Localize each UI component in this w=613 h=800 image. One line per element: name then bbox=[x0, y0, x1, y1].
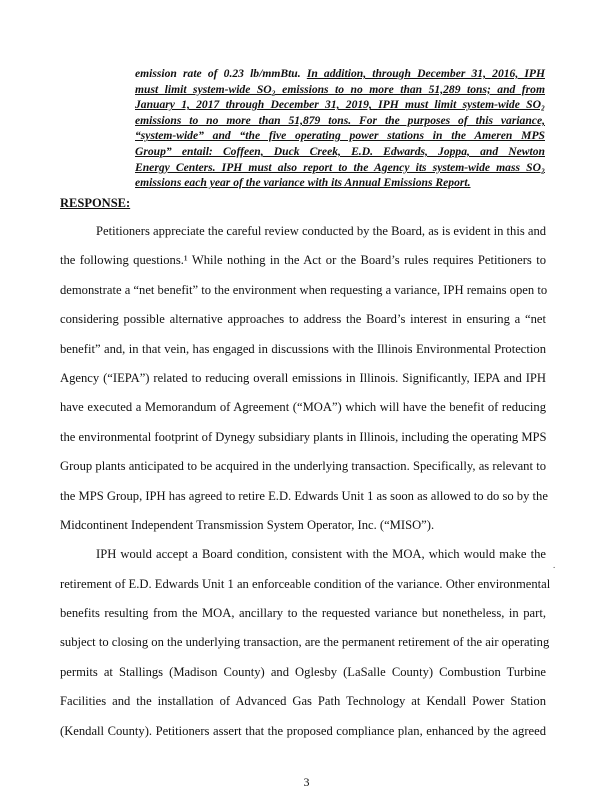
body-line: Agency (“IEPA”) related to reducing overall emissions in Illinois. Significantly, IEPA and IPH bbox=[60, 370, 546, 385]
response-heading: RESPONSE: bbox=[60, 196, 131, 210]
quote-line: January 1, 2017 through December 31, 2019, IPH must limit system-wide SO₂ bbox=[135, 98, 545, 112]
body-line: Facilities and the installation of Advanced Gas Path Technology at Kendall Power Station bbox=[60, 694, 546, 709]
body-line: considering possible alternative approaches to address the Board’s interest in ensuring a “net bbox=[60, 312, 546, 327]
body-line: permits at Stallings (Madison County) and Oglesby (LaSalle County) Combustion Turbine bbox=[60, 664, 546, 679]
response-body bbox=[60, 224, 551, 753]
margin-mark: . bbox=[553, 560, 556, 570]
body-line: (Kendall County). Petitioners assert that the proposed compliance plan, enhanced by the agreed bbox=[60, 723, 546, 738]
body-line: retirement of E.D. Edwards Unit 1 an enforceable condition of the variance. Other environmental bbox=[60, 576, 551, 591]
body-line: the following questions.¹ While nothing in the Act or the Board’s rules requires Petitioners to bbox=[60, 253, 546, 268]
page-number: 3 bbox=[303, 775, 310, 789]
body-line: the environmental footprint of Dynegy subsidiary plants in Illinois, including the operating MPS bbox=[60, 429, 547, 444]
variance-condition-quote bbox=[135, 66, 545, 191]
body-line: Group plants anticipated to be acquired in the underlying transaction. Specifically, as relevant to bbox=[60, 459, 546, 474]
body-line: benefits resulting from the MOA, ancillary to the requested variance but nonetheless, in part, bbox=[60, 606, 546, 621]
quote-line: “system-wide” and “the five operating power stations in the Ameren MPS bbox=[135, 129, 545, 143]
body-line: the MPS Group, IPH has agreed to retire E.D. Edwards Unit 1 as soon as allowed to do so by the bbox=[60, 488, 548, 503]
quote-line: emission rate of 0.23 lb/mmBtu. In addition, through December 31, 2016, IPH bbox=[135, 67, 545, 80]
body-line: benefit” and, in that vein, has engaged in discussions with the Illinois Environmental Protection bbox=[60, 341, 546, 356]
quote-line: must limit system-wide SO₂ emissions to no more than 51,289 tons; and from bbox=[135, 82, 545, 96]
body-line: subject to closing on the underlying transaction, are the permanent retirement of the air operating bbox=[60, 635, 550, 650]
body-line: Petitioners appreciate the careful review conducted by the Board, as is evident in this and bbox=[96, 224, 547, 238]
quote-line: emissions each year of the variance with its Annual Emissions Report. bbox=[135, 176, 471, 190]
body-line: have executed a Memorandum of Agreement (“MOA”) which will have the benefit of reducing bbox=[60, 400, 546, 415]
quote-line: Energy Centers. IPH must also report to the Agency its system-wide mass SO₂ bbox=[135, 160, 545, 174]
quote-line: Group” entail: Coffeen, Duck Creek, E.D. Edwards, Joppa, and Newton bbox=[135, 144, 545, 158]
body-line: IPH would accept a Board condition, consistent with the MOA, which would make the bbox=[96, 547, 546, 562]
body-line: demonstrate a “net benefit” to the environment when requesting a variance, IPH remains open to bbox=[60, 282, 548, 297]
quote-line: emissions to no more than 51,879 tons. For the purposes of this variance, bbox=[135, 113, 545, 127]
body-line: Midcontinent Independent Transmission System Operator, Inc. (“MISO”). bbox=[60, 517, 435, 532]
